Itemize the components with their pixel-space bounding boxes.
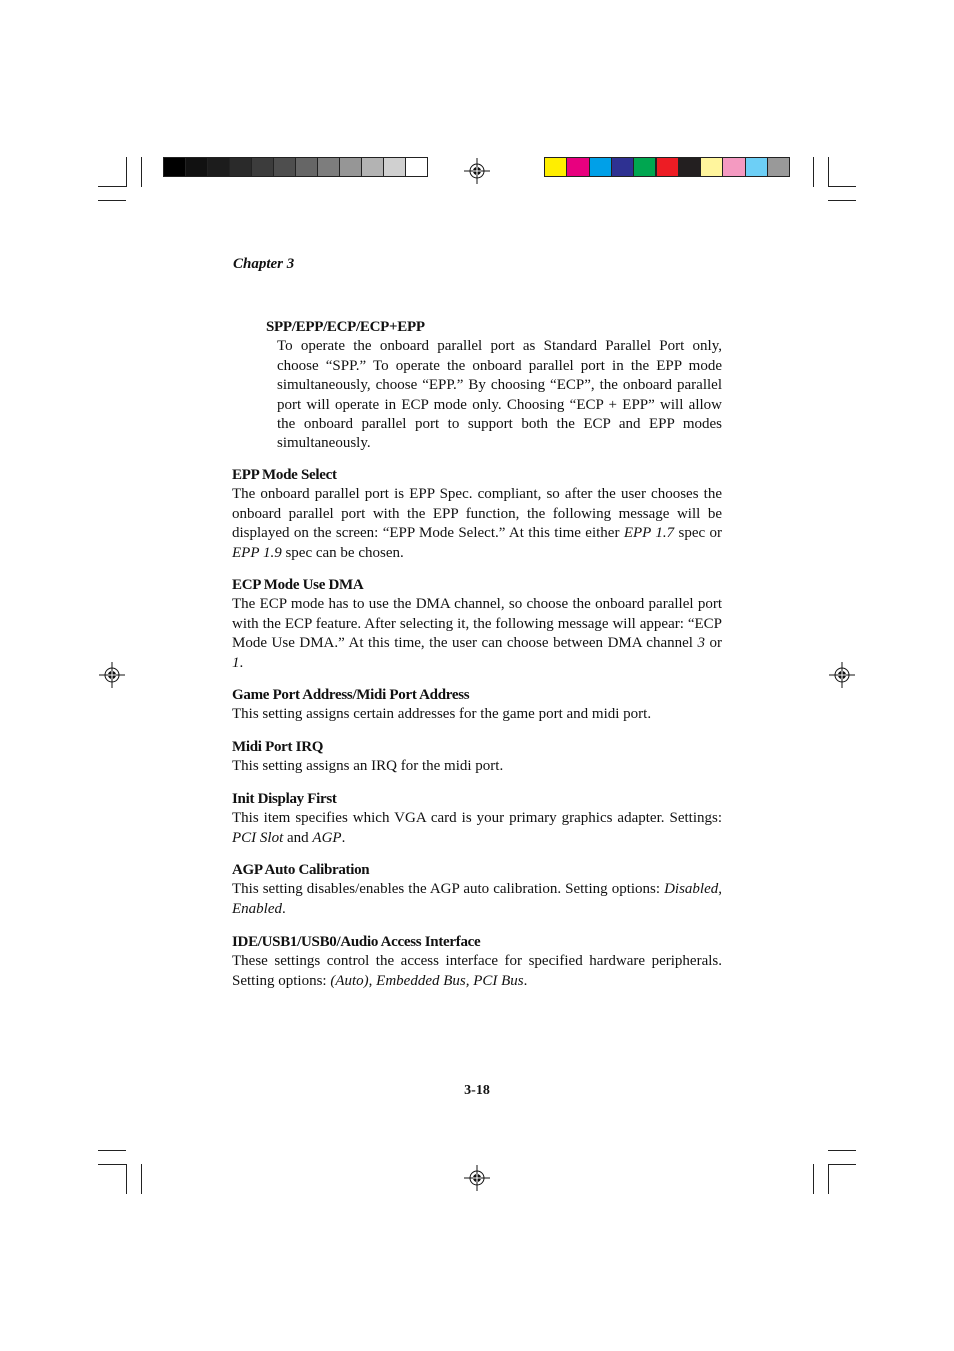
section-body: These settings control the access interface for specified hardware peripherals. Setting options: (Auto), Embedded Bus, PCI Bus. [232,953,722,989]
section-title: ECP Mode Use DMA [232,577,364,593]
color-swatch [633,157,656,177]
section-body: The onboard parallel port is EPP Spec. compliant, so after the user chooses the onboard parallel port with the EPP function, the following message will be displayed on the screen: “EPP Mode Select.” At this time either EPP 1.7 spec or EPP 1.9 spec can be chosen. [232,486,722,561]
color-swatch [611,157,634,177]
color-swatch [339,157,362,177]
section-title: AGP Auto Calibration [232,862,370,878]
color-swatch [361,157,384,177]
color-swatch [317,157,340,177]
color-swatch [589,157,612,177]
section-ecp-mode-use-dma [232,576,722,673]
page-number: 3-18 [464,1083,490,1098]
section-body: To operate the onboard parallel port as Standard Parallel Port only, choose “SPP.” To operate the onboard parallel port in the EPP mode simultaneously, choose “EPP.” By choosing “ECP”, the onboard parallel port will operate in ECP mode only. Choosing “ECP + EPP” will allow the onboard parallel port to support both the ECP and EPP modes simultaneously. [277,338,722,452]
section-body: This setting assigns an IRQ for the midi port. [232,758,504,775]
color-swatch [745,157,768,177]
color-swatch [207,157,230,177]
section-title: SPP/EPP/ECP/ECP+EPP [266,319,425,335]
color-swatch [722,157,745,177]
registration-mark-left-icon [99,662,125,688]
registration-mark-bottom-icon [464,1165,490,1191]
color-swatch [273,157,296,177]
section-ide-usb-audio-access [232,933,722,991]
section-body: The ECP mode has to use the DMA channel, so choose the onboard parallel port with the ECP feature. After selecting it, the following message will appear: “ECP Mode Use DMA.” At this time, the user can choose between DMA channel 3 or 1. [232,596,722,671]
section-game-port-address [232,686,722,725]
color-swatch [566,157,589,177]
color-swatch [163,157,186,177]
color-swatch [185,157,208,177]
registration-mark-top-icon [464,158,490,184]
color-swatch [405,157,428,177]
section-title: IDE/USB1/USB0/Audio Access Interface [232,934,481,950]
color-swatch [383,157,406,177]
section-body: This setting assigns certain addresses for the game port and midi port. [232,706,652,723]
section-agp-auto-calibration [232,861,722,919]
color-swatch [251,157,274,177]
section-body: This setting disables/enables the AGP auto calibration. Setting options: Disabled, Enabled. [232,881,722,917]
section-title: Init Display First [232,791,337,807]
section-title: Game Port Address/Midi Port Address [232,687,470,703]
section-title: Midi Port IRQ [232,739,324,755]
color-swatch [544,157,567,177]
color-swatch [700,157,723,177]
section-init-display-first [232,790,722,848]
section-body: This item specifies which VGA card is your primary graphics adapter. Settings: PCI Slot and AGP. [232,810,722,846]
color-swatch [295,157,318,177]
section-title: EPP Mode Select [232,467,337,483]
color-swatch [678,157,701,177]
section-parallel-port-mode [266,318,722,454]
section-epp-mode-select [232,466,722,563]
color-swatch [656,157,679,177]
color-swatch [767,157,790,177]
registration-mark-right-icon [829,662,855,688]
color-swatch [229,157,252,177]
chapter-header: Chapter 3 [233,256,295,272]
section-midi-port-irq [232,738,722,777]
